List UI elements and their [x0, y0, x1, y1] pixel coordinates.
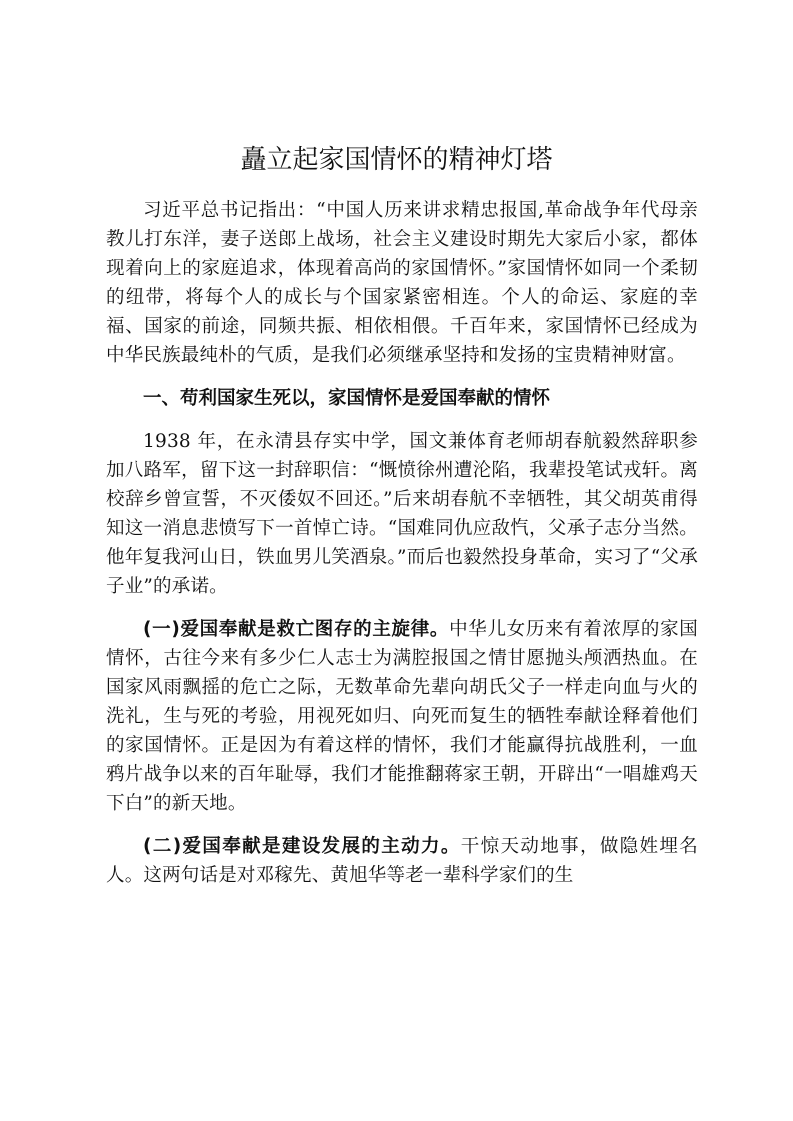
subsection-text-1: 中华儿女历来有着浓厚的家国情怀，古往今来有多少仁人志士为满腔报国之情甘愿抛头颅洒热血。在国家风雨飘摇的危亡之际，无数革命先辈向胡氏父子一样走向血与火的洗礼，生与死的考验，用视死如归、向死而复生的牺牲奉献诠释着他们的家国情怀。正是因为有着这样的情怀，我们才能赢得抗战胜利，一血鸦片战争以来的百年耻辱，我们才能推翻蒋家王朝，开辟出“一唱雄鸡天下白”的新天地。: [106, 619, 699, 814]
subsection-lead-2: (二)爱国奉献是建设发展的主动力。: [143, 836, 461, 857]
section-paragraph: 1938 年，在永清县存实中学，国文兼体育老师胡春航毅然辞职参加八路军，留下这一封辞职信：“慨愤徐州遭沦陷，我辈投笔试戎轩。离校辞乡曾宣誓，不灭倭奴不回还。”后来胡春航不幸牺牲，其父胡英甫得知这一消息悲愤写下一首悼亡诗。“国难同仇应敌忾，父承子志分当然。他年复我河山日，铁血男儿笑酒泉。”而后也毅然投身革命，实习了“父承子业”的承诺。: [106, 431, 698, 597]
subsection-paragraph-2: [106, 832, 698, 890]
intro-paragraph: 习近平总书记指出：“中国人历来讲求精忠报国,革命战争年代母亲教儿打东洋，妻子送郎上战场，社会主义建设时期先大家后小家，都体现着向上的家庭追求，体现着高尚的家国情怀。”家国情怀如同一个柔韧的纽带，将每个人的成长与个国家紧密相连。个人的命运、家庭的幸福、国家的前途，同频共振、相依相偎。千百年来，家国情怀已经成为中华民族最纯朴的气质，是我们必须继承坚持和发扬的宝贵精神财富。: [106, 200, 698, 366]
paragraph-gap: [106, 370, 698, 384]
section-heading: 一、苟利国家生死以，家国情怀是爱国奉献的情怀: [143, 388, 551, 409]
subsection-text-2: 干惊天动地事，做隐姓埋名人。这两句话是对邓稼先、黄旭华等老一辈科学家们的生: [106, 836, 698, 886]
paragraph-gap: [106, 413, 698, 427]
subsection-paragraph-1: [106, 615, 698, 818]
paragraph-gap: [106, 818, 698, 832]
paragraph-gap: [106, 601, 698, 615]
document-body: [106, 196, 698, 890]
subsection-lead-1: (一)爱国奉献是救亡图存的主旋律。: [143, 619, 450, 640]
document-title: 矗立起家国情怀的精神灯塔: [240, 145, 553, 175]
